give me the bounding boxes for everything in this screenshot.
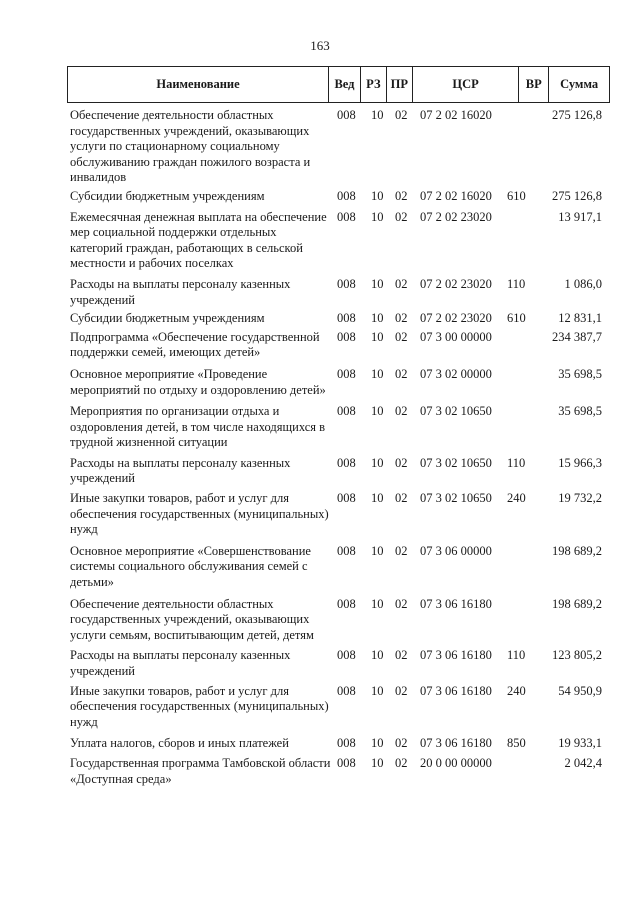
row-rz: 10 [371,188,384,203]
row-rz: 10 [371,648,384,663]
row-vr: 240 [507,491,526,506]
table-row [70,544,610,591]
row-rz: 10 [371,209,384,224]
row-pr: 02 [395,648,408,663]
header-ved: Вед [329,67,361,102]
row-vr: 610 [507,188,526,203]
row-csr: 07 2 02 16020 [420,188,492,203]
header-sum: Сумма [560,77,599,91]
row-sum: 198 689,2 [552,596,602,611]
row-csr: 07 3 06 16180 [420,683,492,698]
row-csr: 20 0 00 00000 [420,755,492,770]
row-pr: 02 [395,543,408,558]
row-rz: 10 [371,596,384,611]
row-sum: 275 126,8 [552,188,602,203]
row-vr: 610 [507,311,526,326]
row-name: Иные закупки товаров, работ и услуг для обеспечения государственных (муниципальных) нужд [70,491,329,537]
row-csr: 07 3 06 16180 [420,736,492,751]
table-row [70,330,610,361]
row-pr: 02 [395,108,408,122]
row-rz: 10 [371,543,384,558]
table-row [70,597,610,644]
row-sum: 19 732,2 [558,491,602,506]
row-ved: 008 [337,455,356,470]
row-ved: 008 [337,683,356,698]
row-pr: 02 [395,311,408,326]
row-name: Субсидии бюджетным учреждениям [70,311,265,326]
row-name: Подпрограмма «Обеспечение государственной поддержки семей, имеющих детей» [70,329,320,360]
table-row [70,189,610,205]
row-csr: 07 3 02 10650 [420,491,492,506]
row-ved: 008 [337,736,356,751]
row-name: Расходы на выплаты персоналу казенных учреждений [70,455,291,486]
row-pr: 02 [395,683,408,698]
row-name: Ежемесячная денежная выплата на обеспечение мер социальной поддержки отдельных категорий граждан, работающих в сельской местности и рабочих поселках [70,209,327,271]
row-name: Расходы на выплаты персоналу казенных учреждений [70,648,291,678]
row-pr: 02 [395,276,408,291]
row-sum: 275 126,8 [552,108,602,122]
row-csr: 07 3 02 00000 [420,366,492,381]
table-row [70,108,610,186]
row-ved: 008 [337,491,356,506]
row-ved: 008 [337,311,356,326]
header-vr: ВР [519,67,549,102]
row-sum: 13 917,1 [558,209,602,224]
header-rz: РЗ [361,67,387,102]
row-rz: 10 [371,491,384,506]
row-ved: 008 [337,596,356,611]
row-rz: 10 [371,108,384,122]
header-csr: ЦСР [413,67,520,102]
row-name: Обеспечение деятельности областных государственных учреждений, оказывающих услуги по стационарному социальному обслуживанию граждан пожилого возраста и инвалидов [70,108,311,185]
row-ved: 008 [337,648,356,663]
header-pr: ПР [387,67,413,102]
row-sum: 1 086,0 [564,276,602,291]
row-sum: 54 950,9 [558,683,602,698]
table-row [70,684,610,731]
row-rz: 10 [371,683,384,698]
row-csr: 07 3 06 16180 [420,596,492,611]
row-vr: 110 [507,276,526,291]
row-csr: 07 3 02 10650 [420,404,492,419]
row-csr: 07 3 06 00000 [420,543,492,558]
row-csr: 07 2 02 23020 [420,311,492,326]
row-name: Уплата налогов, сборов и иных платежей [70,736,289,751]
row-sum: 2 042,4 [564,755,602,770]
table-row [70,456,610,487]
row-ved: 008 [337,543,356,558]
row-sum: 19 933,1 [558,736,602,751]
row-rz: 10 [371,736,384,751]
row-csr: 07 2 02 23020 [420,276,492,291]
table-row [70,756,610,787]
row-csr: 07 3 06 16180 [420,648,492,663]
row-sum: 12 831,1 [558,311,602,326]
row-sum: 35 698,5 [558,404,602,419]
row-pr: 02 [395,188,408,203]
row-sum: 123 805,2 [552,648,602,663]
row-rz: 10 [371,455,384,470]
row-ved: 008 [337,209,356,224]
row-sum: 15 966,3 [558,455,602,470]
row-pr: 02 [395,491,408,506]
row-ved: 008 [337,755,356,770]
row-ved: 008 [337,188,356,203]
header-name: Наименование [68,67,329,102]
row-pr: 02 [395,455,408,470]
row-pr: 02 [395,209,408,224]
row-name: Расходы на выплаты персоналу казенных учреждений [70,276,291,307]
table-row [70,367,610,398]
row-csr: 07 2 02 16020 [420,108,492,122]
row-sum: 35 698,5 [558,366,602,381]
row-pr: 02 [395,329,408,344]
row-pr: 02 [395,755,408,770]
row-pr: 02 [395,736,408,751]
table-row [70,491,610,538]
row-name: Государственная программа Тамбовской области «Доступная среда» [70,755,331,786]
row-ved: 008 [337,366,356,381]
table-body [70,108,610,787]
row-name: Основное мероприятие «Совершенствование системы социального обслуживания семей с детьми» [70,543,311,590]
table-row [70,311,610,327]
row-name: Основное мероприятие «Проведение мероприятий по отдыху и оздоровлению детей» [70,366,326,397]
row-rz: 10 [371,755,384,770]
row-rz: 10 [371,311,384,326]
row-pr: 02 [395,596,408,611]
row-name: Иные закупки товаров, работ и услуг для обеспечения государственных (муниципальных) нужд [70,683,329,729]
row-ved: 008 [337,329,356,344]
table-row [70,736,610,752]
row-sum: 234 387,7 [552,329,602,344]
row-ved: 008 [337,108,356,122]
row-rz: 10 [371,366,384,381]
row-sum: 198 689,2 [552,543,602,558]
table-row [70,648,610,679]
table-header [67,66,610,103]
row-rz: 10 [371,404,384,419]
table-row [70,210,610,272]
row-pr: 02 [395,404,408,419]
row-name: Мероприятия по организации отдыха и оздоровления детей, в том числе находящихся в трудной жизненной ситуации [70,404,326,450]
row-rz: 10 [371,276,384,291]
page-number: 163 [310,38,330,53]
table-row [70,277,610,308]
row-rz: 10 [371,329,384,344]
row-vr: 110 [507,648,526,663]
row-vr: 110 [507,455,526,470]
row-vr: 240 [507,683,526,698]
row-csr: 07 3 02 10650 [420,455,492,470]
row-name: Обеспечение деятельности областных государственных учреждений, оказывающих услуги семьям, воспитывающим детей, детям [70,596,314,642]
row-csr: 07 3 00 00000 [420,329,492,344]
row-vr: 850 [507,736,526,751]
row-name: Субсидии бюджетным учреждениям [70,188,265,203]
table-row [70,404,610,451]
row-csr: 07 2 02 23020 [420,209,492,224]
row-ved: 008 [337,276,356,291]
row-ved: 008 [337,404,356,419]
row-pr: 02 [395,366,408,381]
